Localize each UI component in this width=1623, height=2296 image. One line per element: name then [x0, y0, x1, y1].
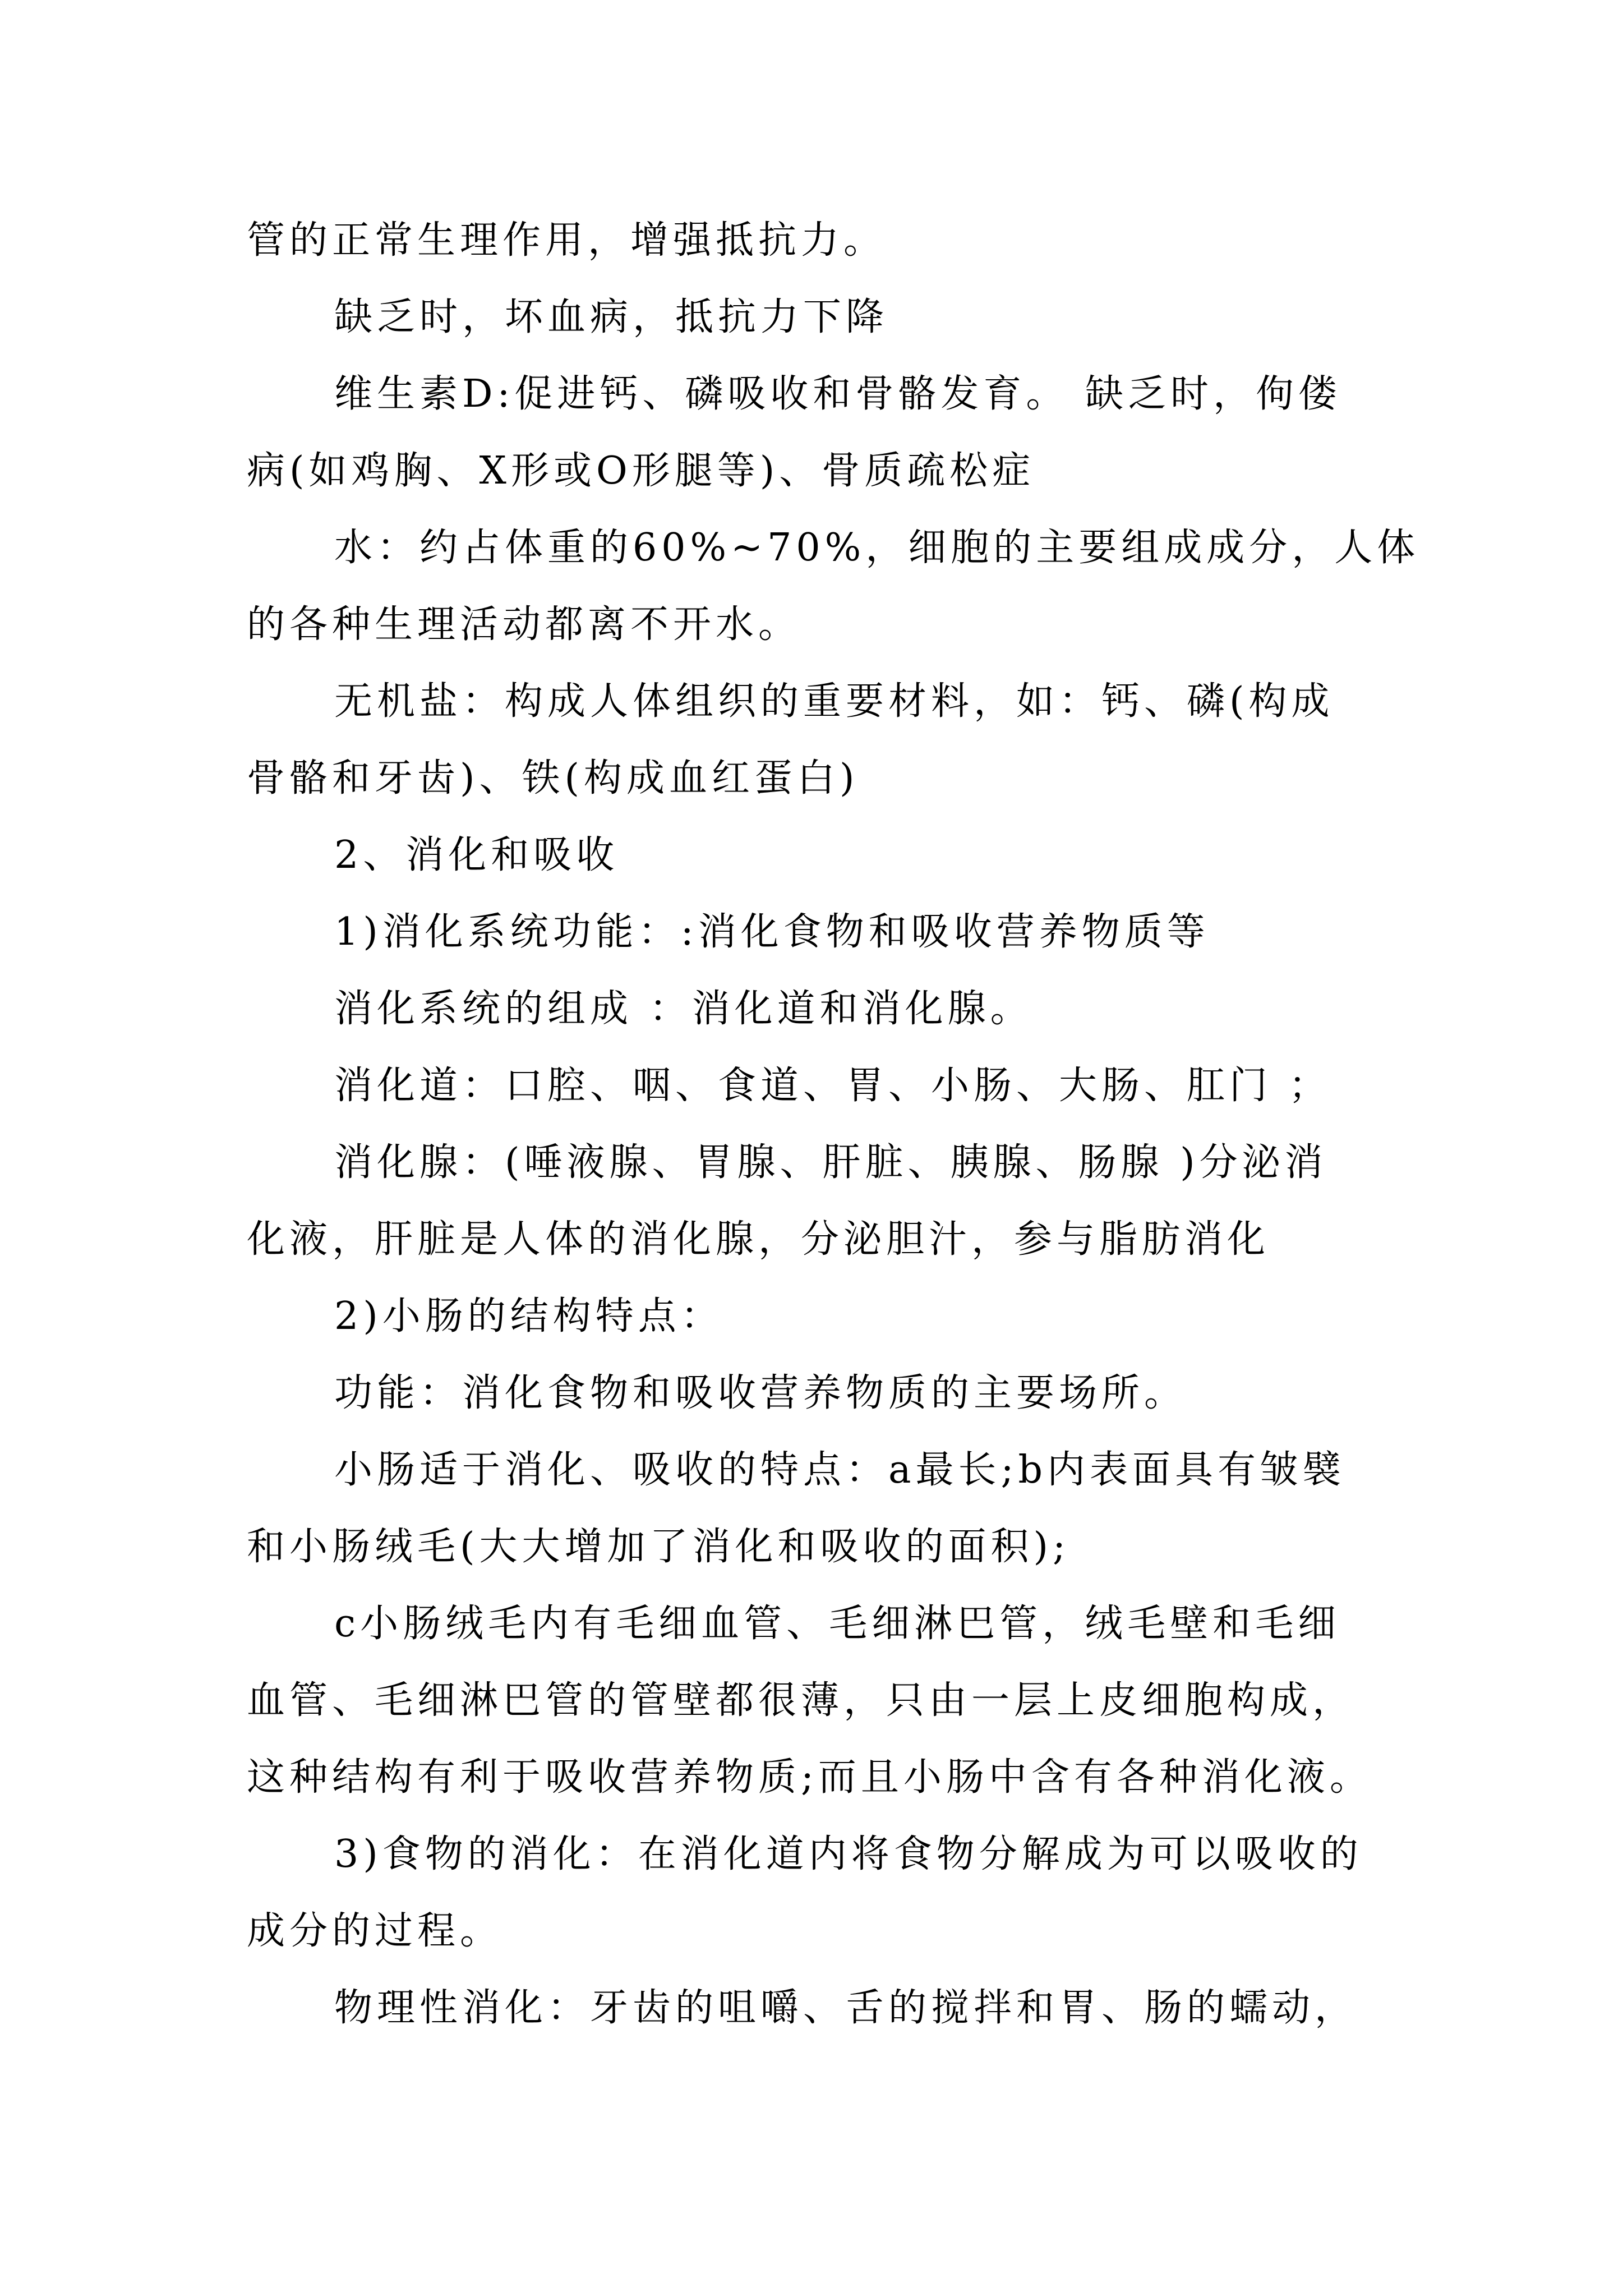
text-line: 消化系统的组成 ：消化道和消化腺。	[334, 987, 1033, 1031]
subsection-heading: 3)食物的消化：在消化道内将食物分解成为可以吸收的	[334, 1832, 1363, 1876]
text-line: 这种结构有利于吸收营养物质;而且小肠中含有各种消化液。	[247, 1755, 1372, 1800]
text-line: 小肠适于消化、吸收的特点：a最长;b内表面具有皱襞	[334, 1448, 1345, 1492]
text-line: 管的正常生理作用，增强抵抗力。	[247, 218, 887, 263]
text-line: 缺乏时，坏血病，抵抗力下降	[334, 295, 889, 339]
text-line: 的各种生理活动都离不开水。	[247, 602, 801, 647]
document-body	[247, 202, 1420, 2046]
text-line: 成分的过程。	[247, 1909, 503, 1953]
text-line: 消化腺：(唾液腺、胃腺、肝脏、胰腺、肠腺 )分泌消	[334, 1140, 1327, 1185]
text-line: 血管、毛细淋巴管的管壁都很薄，只由一层上皮细胞构成，	[247, 1678, 1355, 1723]
text-line: 消化道：口腔、咽、食道、胃、小肠、大肠、肛门 ；	[334, 1064, 1331, 1108]
text-line: 和小肠绒毛(大大增加了消化和吸收的面积);	[247, 1525, 1070, 1569]
text-line: 骨骼和牙齿)、铁(构成血红蛋白)	[247, 756, 859, 800]
text-line: 无机盐：构成人体组织的重要材料，如：钙、磷(构成	[334, 679, 1334, 724]
text-line: 病(如鸡胸、X形或O形腿等)、骨质疏松症	[247, 449, 1035, 493]
text-line: 水：约占体重的60%~70%，细胞的主要组成成分，人体	[334, 526, 1420, 570]
text-line: 化液，肝脏是人体的消化腺，分泌胆汁，参与脂肪消化	[247, 1217, 1270, 1262]
subsection-heading: 2)小肠的结构特点：	[334, 1294, 723, 1338]
text-line: 维生素D:促进钙、磷吸收和骨骼发育。 缺乏时，佝偻	[334, 372, 1341, 416]
subsection-heading: 1)消化系统功能：:消化食物和吸收营养物质等	[334, 910, 1210, 954]
text-line: c小肠绒毛内有毛细血管、毛细淋巴管，绒毛壁和毛细	[334, 1602, 1341, 1646]
text-line: 物理性消化：牙齿的咀嚼、舌的搅拌和胃、肠的蠕动，	[334, 1986, 1358, 2030]
text-line: 功能：消化食物和吸收营养物质的主要场所。	[334, 1371, 1187, 1415]
section-heading: 2、消化和吸收	[334, 833, 619, 877]
